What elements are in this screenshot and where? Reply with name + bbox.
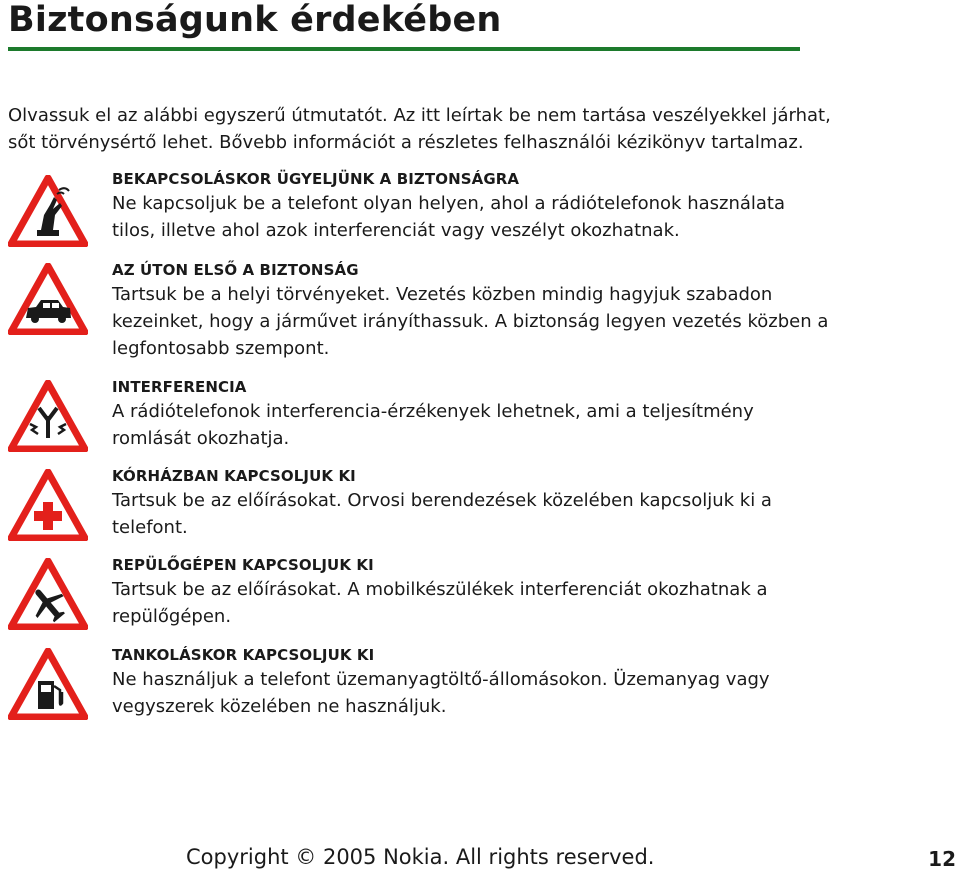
section-heading: REPÜLŐGÉPEN KAPCSOLJUK KI	[112, 556, 374, 574]
airplane-warning-icon	[8, 558, 88, 630]
section-heading: KÓRHÁZBAN KAPCSOLJUK KI	[112, 467, 356, 485]
section-body: Tartsuk be a helyi törvényeket. Vezetés közben mindig hagyjuk szabadon kezeinket, hogy a járművet irányíthassuk. A biztonság legyen vezetés közben a legfontosabb szempont.	[112, 284, 829, 359]
car-warning-icon	[8, 263, 88, 335]
intro-paragraph: Olvassuk el az alábbi egyszerű útmutatót. Az itt leírtak be nem tartása veszélyekkel járhat, sőt törvénysértő lehet. Bővebb információt a részletes felhasználói kézikönyv tartalmaz.	[8, 105, 831, 153]
section-body: Ne használjuk a telefont üzemanyagtöltő-állomásokon. Üzemanyag vagy vegyszerek közelében ne használjuk.	[112, 669, 770, 717]
section-switch-on-safely	[112, 168, 832, 244]
fuel-pump-warning-icon	[8, 648, 88, 720]
hand-phone-warning-icon	[8, 175, 88, 247]
section-body: A rádiótelefonok interferencia-érzékenyek lehetnek, ami a teljesítmény romlását okozhatja.	[112, 401, 754, 449]
hospital-cross-warning-icon	[8, 469, 88, 541]
section-body: Tartsuk be az előírásokat. Orvosi berendezések közelében kapcsoljuk ki a telefont.	[112, 490, 772, 538]
title-divider	[8, 47, 800, 51]
interference-warning-icon	[8, 380, 88, 452]
section-heading: BEKAPCSOLÁSKOR ÜGYELJÜNK A BIZTONSÁGRA	[112, 170, 520, 188]
section-road-safety	[112, 259, 832, 362]
section-heading: TANKOLÁSKOR KAPCSOLJUK KI	[112, 646, 375, 664]
section-hospitals	[112, 465, 832, 541]
page-title: Biztonságunk érdekében	[8, 0, 502, 40]
page-number: 12	[928, 847, 956, 871]
section-body: Ne kapcsoljuk be a telefont olyan helyen, ahol a rádiótelefonok használata tilos, illetve ahol azok interferenciát vagy veszélyt okozhatnak.	[112, 193, 786, 241]
section-interference	[112, 376, 832, 452]
copyright-footer: Copyright © 2005 Nokia. All rights reserved.	[186, 845, 655, 869]
section-aircraft	[112, 554, 832, 630]
section-body: Tartsuk be az előírásokat. A mobilkészülékek interferenciát okozhatnak a repülőgépen.	[112, 579, 768, 627]
section-heading: AZ ÚTON ELSŐ A BIZTONSÁG	[112, 261, 359, 279]
section-refuelling	[112, 644, 832, 720]
section-heading: INTERFERENCIA	[112, 378, 247, 396]
